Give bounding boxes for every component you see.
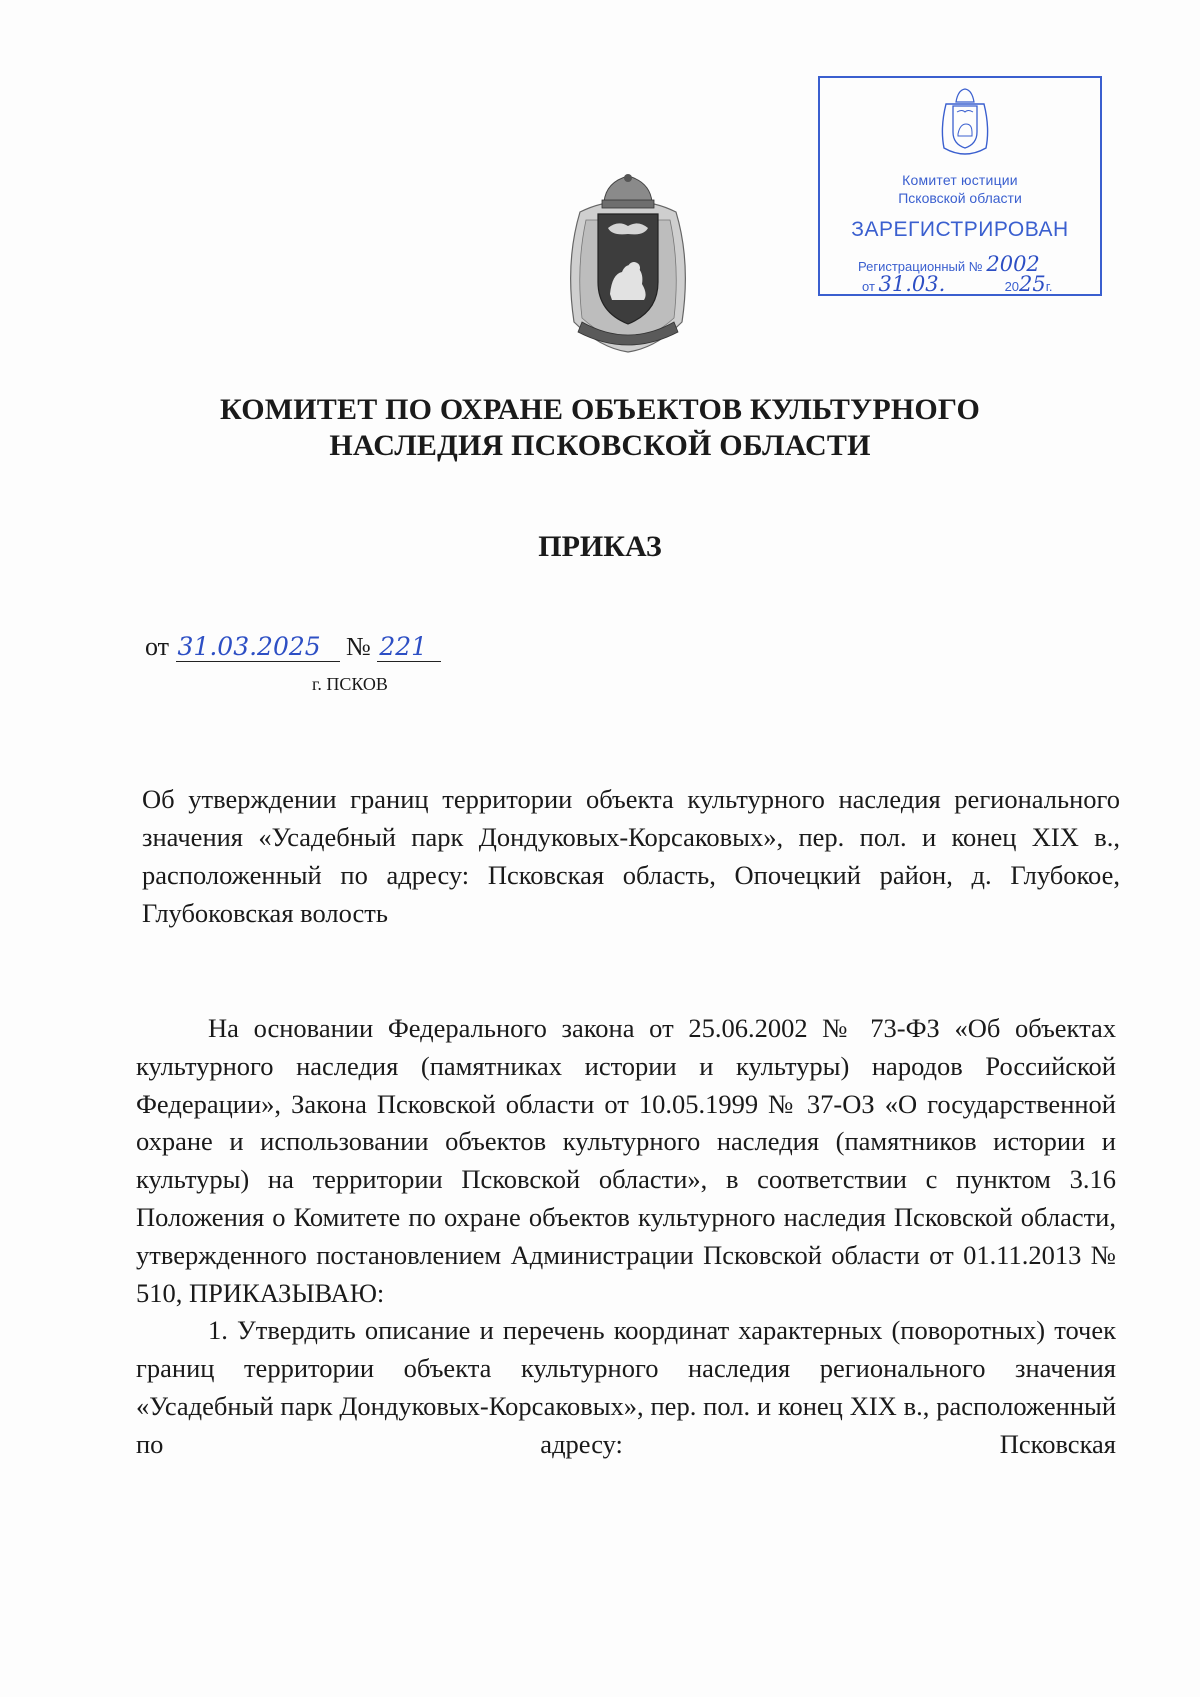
order-date-prefix: от (145, 632, 170, 661)
order-city: г. ПСКОВ (312, 674, 388, 694)
stamp-date-handwritten: 31.03. (878, 272, 946, 296)
body-paragraph-basis: На основании Федерального закона от 25.06.2002 № 73-ФЗ «Об объектах культурного наследия (памятниках истории и культуры) народов Российской Федерации», Закона Псковской области от 10.05.1999 № 37-ОЗ «О государственной охране и использовании объектов культурного наследия (памятников истории и культуры) на территории Псковской области», в соответствии с пунктом 3.16 Положения о Комитете по охране объектов культурного наследия Псковской области, утвержденного постановлением Администрации Псковской области от 01.11.2013 № 510, ПРИКАЗЫВАЮ: (136, 1013, 1116, 1308)
document-type: ПРИКАЗ (538, 530, 662, 563)
organization-title-line2: НАСЛЕДИЯ ПСКОВСКОЙ ОБЛАСТИ (329, 429, 871, 462)
stamp-year-handwritten: 25 (1019, 272, 1046, 296)
stamp-status: ЗАРЕГИСТРИРОВАН (851, 218, 1069, 241)
stamp-reg-label: Регистрационный № (858, 259, 983, 274)
order-body (136, 1010, 1116, 1464)
stamp-date-label: от (862, 279, 875, 294)
stamp-reg-number-handwritten: 2002 (986, 252, 1040, 276)
order-subject: Об утверждении границ территории объекта культурного наследия регионального значения «Усадебный парк Дондуковых-Корсаковых», пер. пол. и конец XIX в., расположенный по адресу: Псковская область, Опочецкий район, д. Глубокое, Глубоковская волость (142, 784, 1120, 928)
order-number-handwritten: 221 (377, 633, 441, 662)
body-paragraph-item-1: 1. Утвердить описание и перечень координат характерных (поворотных) точек границ территории объекта культурного наследия регионального значения «Усадебный парк Дондуковых-Корсаковых», пер. пол. и конец XIX в., расположенный по адресу: Псковская (136, 1315, 1116, 1459)
organization-title (150, 392, 1050, 464)
stamp-date (862, 272, 1053, 296)
organization-title-line1: КОМИТЕТ ПО ОХРАНЕ ОБЪЕКТОВ КУЛЬТУРНОГО (220, 393, 980, 426)
stamp-year-prefix: 20 (1004, 279, 1020, 294)
stamp-committee-line1: Комитет юстиции (902, 172, 1018, 188)
stamp-committee-line2: Псковской области (898, 190, 1022, 206)
registration-stamp (818, 76, 1102, 296)
order-date-handwritten: 31.03.2025 (176, 633, 340, 662)
coat-of-arms-icon (560, 172, 696, 358)
stamp-year-unit: г. (1045, 279, 1053, 294)
order-date-number (145, 632, 441, 662)
order-number-label: № (346, 632, 371, 661)
stamp-emblem-icon (938, 88, 992, 160)
